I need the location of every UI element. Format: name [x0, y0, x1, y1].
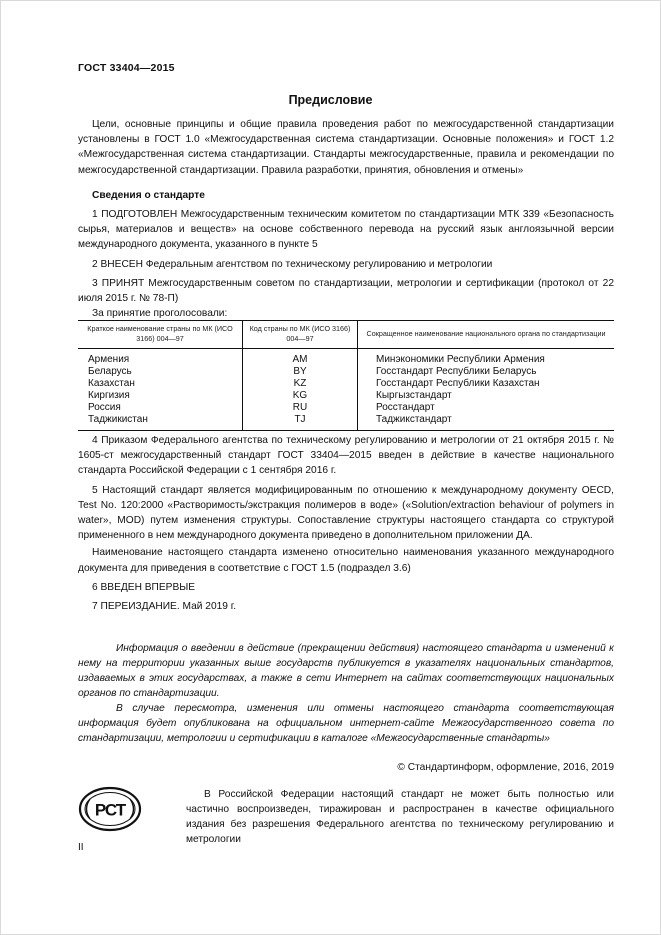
document-id-header: ГОСТ 33404—2015	[78, 62, 175, 74]
table-row	[78, 390, 614, 402]
authority-name: Таджикстандарт	[358, 414, 615, 431]
table-row	[78, 414, 614, 431]
voting-countries-table	[78, 320, 614, 431]
column-header-authority: Сокращенное наименование национального органа по стандартизации	[358, 321, 615, 349]
info-paragraph-1: Информация о введении в действие (прекращении действия) настоящего стандарта и изменений к нему на территории указанных выше государств публикуется в указателях национальных стандартов, издаваемых в этих государствах, а также в сети Интернет на сайтах соответствующих национальных органов по стандартизации.	[78, 643, 614, 699]
country-code: KZ	[243, 378, 358, 390]
page-title: Предисловие	[288, 93, 373, 107]
preface-body	[78, 117, 614, 321]
country-code: RU	[243, 402, 358, 414]
country-code: AM	[243, 349, 358, 367]
section-heading: Сведения о стандарте	[92, 189, 205, 201]
country-name: Таджикистан	[78, 414, 243, 431]
authority-name: Госстандарт Республики Беларусь	[358, 366, 615, 378]
page-number: II	[78, 842, 84, 853]
country-name: Армения	[88, 354, 130, 365]
item-3-voters-label: За принятие проголосовали:	[92, 308, 228, 320]
logo-lettering: РСТ	[94, 800, 126, 820]
item-6-paragraph: 6 ВВЕДЕН ВПЕРВЫЕ	[92, 581, 196, 593]
country-name: Россия	[88, 402, 121, 413]
item-5-paragraph: 5 Настоящий стандарт является модифицированным по отношению к международному документу OECD, Test No. 120:2000 «Растворимость/экстракция полимеров в воде» («Solution/extraction behaviour of polymers in water», MOD) путем изменения структуры. Сопоставление структуры настоящего стандарта со структурой примененного в нем международного документа приведено в дополнительном приложении ДА.	[78, 484, 614, 542]
info-paragraph-2: В случае пересмотра, изменения или отмены настоящего стандарта соответствующая информация будет опубликована на официальном интернет-сайте Межгосударственного совета по стандартизации, метрологии и сертификации в каталоге «Межгосударственные стандарты»	[78, 703, 614, 744]
column-header-country: Краткое наименование страны по МК (ИСО 3166) 004—97	[78, 321, 243, 349]
column-header-code: Код страны по МК (ИСО 3166) 004—97	[243, 321, 358, 349]
rst-certification-mark-icon	[78, 786, 142, 832]
authority-name: Госстандарт Республики Казахстан	[358, 378, 615, 390]
table-row	[78, 349, 614, 367]
authority-name: Минэкономики Республики Армения	[358, 349, 615, 367]
table-row	[78, 378, 614, 390]
country-name: Киргизия	[88, 390, 130, 401]
preface-body-continued	[78, 433, 614, 614]
item-5-note-paragraph: Наименование настоящего стандарта изменено относительно наименования указанного международного документа для приведения в соответствие с ГОСТ 1.5 (подраздел 3.6)	[78, 547, 614, 574]
country-code: KG	[243, 390, 358, 402]
authority-name: Росстандарт	[358, 402, 615, 414]
country-code: TJ	[243, 414, 358, 431]
item-2-paragraph: 2 ВНЕСЕН Федеральным агентством по техническому регулированию и метрологии	[92, 258, 493, 270]
country-code: BY	[243, 366, 358, 378]
country-name: Беларусь	[88, 366, 132, 377]
item-4-paragraph: 4 Приказом Федерального агентства по техническому регулированию и метрологии от 21 октября 2015 г. № 1605-ст межгосударственный стандарт ГОСТ 33404—2015 введен в действие в качестве национального стандарта Российской Федерации с 1 сентября 2016 г.	[78, 435, 614, 477]
intro-paragraph: Цели, основные принципы и общие правила проведения работ по межгосударственной стандартизации установлены в ГОСТ 1.0 «Межгосударственная система стандартизации. Основные положения» и ГОСТ 1.2 «Межгосударственная система стандартизации. Стандарты межгосударственные, правила и рекомендации по межгосударственной стандартизации. Правила разработки, принятия, обновления и отмены»	[78, 119, 614, 176]
country-name: Казахстан	[88, 378, 135, 389]
reproduction-notice	[186, 787, 614, 847]
publication-info-block	[78, 641, 614, 746]
item-1-paragraph: 1 ПОДГОТОВЛЕН Межгосударственным техническим комитетом по стандартизации МТК 339 «Безопасность сырья, материалов и веществ» на основе собственного перевода на русский язык англоязычной версии международного документа, указанного в пункте 5	[78, 209, 614, 251]
authority-name: Кыргызстандарт	[358, 390, 615, 402]
item-3-paragraph: 3 ПРИНЯТ Межгосударственным советом по стандартизации, метрологии и сертификации (протокол от 22 июля 2015 г. № 78-П)	[78, 277, 614, 305]
table-header-row	[78, 321, 614, 349]
table-row	[78, 366, 614, 378]
notice-paragraph: В Российской Федерации настоящий стандарт не может быть полностью или частично воспроизведен, тиражирован и распространен в качестве официального издания без разрешения Федерального агентства по техническому регулированию и метрологии	[186, 789, 614, 845]
copyright-line: © Стандартинформ, оформление, 2016, 2019	[397, 762, 614, 773]
table-row	[78, 402, 614, 414]
item-7-paragraph: 7 ПЕРЕИЗДАНИЕ. Май 2019 г.	[92, 601, 237, 613]
